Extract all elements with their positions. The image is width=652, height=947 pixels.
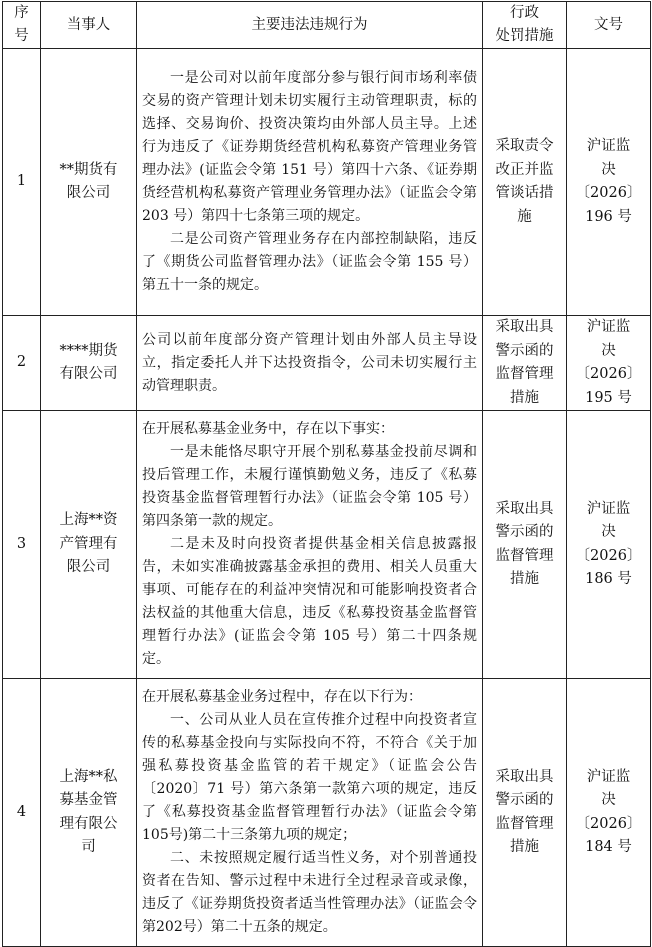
cell-line: 沪证监 <box>586 768 631 785</box>
cell-line: 186 号 <box>585 571 632 587</box>
cell-line: 决 <box>601 792 616 808</box>
violation-paragraph: 一是未能恪尽职守开展个别私募基金投前尽调和投后管理工作，未履行谨慎勤勉义务，违反了《私募投资基金监督管理暂行办法》（证监会令第 105 号）第四条第一款的规定。 <box>142 444 477 529</box>
cell-line: 采取出具 <box>495 319 554 335</box>
cell-line: 184 号 <box>585 839 632 855</box>
table-body <box>3 49 651 947</box>
cell-line: 理有限公 <box>59 815 118 832</box>
violation-paragraph: 在开展私募基金业务中，存在以下事实： <box>142 421 394 437</box>
cell-line: 决 <box>601 524 616 540</box>
cell-line: 〔2026〕 <box>575 185 642 201</box>
cell-line: 沪证监 <box>586 319 631 335</box>
cell-measure <box>483 411 567 679</box>
cell-party <box>41 679 137 947</box>
cell-line: 〔2026〕 <box>575 547 642 564</box>
cell-line: 施 <box>517 208 532 225</box>
cell-line: 产管理有 <box>59 535 118 552</box>
cell-line: 警示函的 <box>495 524 554 540</box>
cell-line: 措施 <box>510 839 539 855</box>
cell-party <box>41 49 137 316</box>
table-row <box>3 49 651 316</box>
cell-line: 上海**私 <box>59 768 118 785</box>
penalty-table <box>2 1 651 947</box>
cell-line: 采取出具 <box>495 768 554 785</box>
cell-line: 195 号 <box>585 389 632 406</box>
table-header <box>3 2 651 49</box>
cell-doc <box>567 411 651 679</box>
cell-line: 有限公司 <box>59 366 118 382</box>
cell-party <box>41 316 137 411</box>
header-doc: 文号 <box>567 2 651 49</box>
cell-measure <box>483 316 567 411</box>
cell-line: 采取出具 <box>495 500 554 517</box>
cell-violation <box>137 49 483 316</box>
header-seq: 序 号 <box>3 2 41 49</box>
cell-seq: 1 <box>3 49 41 316</box>
cell-violation <box>137 316 483 411</box>
cell-line: 〔2026〕 <box>575 815 642 832</box>
table-row <box>3 679 651 947</box>
cell-line: 沪证监 <box>586 138 631 154</box>
cell-seq: 4 <box>3 679 41 947</box>
cell-line: 限公司 <box>66 185 111 201</box>
cell-line: 司 <box>81 839 96 855</box>
violation-paragraph: 公司以前年度部分资产管理计划由外部人员主导设立，指定委托人并下达投资指令，公司未切实履行主动管理职责。 <box>142 331 477 394</box>
cell-seq: 2 <box>3 316 41 411</box>
violation-paragraph: 在开展私募基金业务过程中，存在以下行为： <box>142 689 422 705</box>
cell-line: 监督管理 <box>495 815 554 832</box>
cell-doc <box>567 316 651 411</box>
cell-party <box>41 411 137 679</box>
cell-line: ****期货 <box>59 342 118 359</box>
violation-paragraph: 二是公司资产管理业务存在内部控制缺陷，违反了《期货公司监督管理办法》（证监会令第 155 号）第五十一条的规定。 <box>142 231 477 293</box>
cell-violation <box>137 679 483 947</box>
cell-line: 警示函的 <box>495 792 554 808</box>
cell-line: 监督管理 <box>495 547 554 564</box>
cell-line: 募基金管 <box>59 792 118 808</box>
violation-paragraph: 一是公司对以前年度部分参与银行间市场利率债交易的资产管理计划未切实履行主动管理职责，标的选择、交易询价、投资决策均由外部人员主导。上述行为违反了《证券期货经营机构私募资产管理业务管理办法》(证监会令第 151 号）第四十六条、《证券期货经营机构私募资产管理业务管理办法》（证监会令第 203 号）第四十七条第三项的规定。 <box>142 70 477 224</box>
violation-paragraph: 一、公司从业人员在宣传推介过程中向投资者宣传的私募基金投向与实际投向不符，不符合《关于加强私募投资基金监管的若干规定》（证监会公告〔2020〕71 号）第六条第一款第六项的规定，违反了《私募投资基金监督管理暂行办法》（证监会令第105号)第二十三条第九项的规定； <box>142 712 477 843</box>
header-violation: 主要违法违规行为 <box>137 2 483 49</box>
violation-paragraph: 二、未按照规定履行适当性义务，对个别普通投资者在告知、警示过程中未进行全过程录音或录像，违反了《证券期货投资者适当性管理办法》（证监会令第202号）第二十五条的规定。 <box>142 850 477 935</box>
cell-violation <box>137 411 483 679</box>
cell-seq: 3 <box>3 411 41 679</box>
cell-line: **期货有 <box>59 161 118 178</box>
cell-line: 采取责令 <box>495 138 554 154</box>
violation-paragraph: 二是未及时向投资者提供基金相关信息披露报告，未如实准确披露基金承担的费用、相关人员重大事项、可能存在的利益冲突情况和可能影响投资者合法权益的其他重大信息，违反《私募投资基金监督管理暂行办法》(证监会令第 105 号）第二十四条规定。 <box>142 536 477 667</box>
header-measure: 行政 处罚措施 <box>483 2 567 49</box>
cell-line: 196 号 <box>585 208 632 225</box>
cell-line: 管谈话措 <box>495 185 554 201</box>
cell-line: 限公司 <box>66 559 111 576</box>
cell-line: 决 <box>601 342 616 359</box>
cell-line: 决 <box>601 161 616 178</box>
header-row <box>3 2 651 49</box>
header-party: 当事人 <box>41 2 137 49</box>
table-row <box>3 316 651 411</box>
cell-line: 改正并监 <box>495 161 554 178</box>
cell-doc <box>567 679 651 947</box>
cell-line: 措施 <box>510 571 539 587</box>
table-row <box>3 411 651 679</box>
cell-line: 警示函的 <box>495 342 554 359</box>
cell-line: 措施 <box>510 389 539 406</box>
cell-measure <box>483 679 567 947</box>
cell-doc <box>567 49 651 316</box>
cell-line: 监督管理 <box>495 366 554 382</box>
cell-measure <box>483 49 567 316</box>
cell-line: 上海**资 <box>59 512 118 529</box>
cell-line: 〔2026〕 <box>575 366 642 382</box>
cell-line: 沪证监 <box>586 500 631 517</box>
